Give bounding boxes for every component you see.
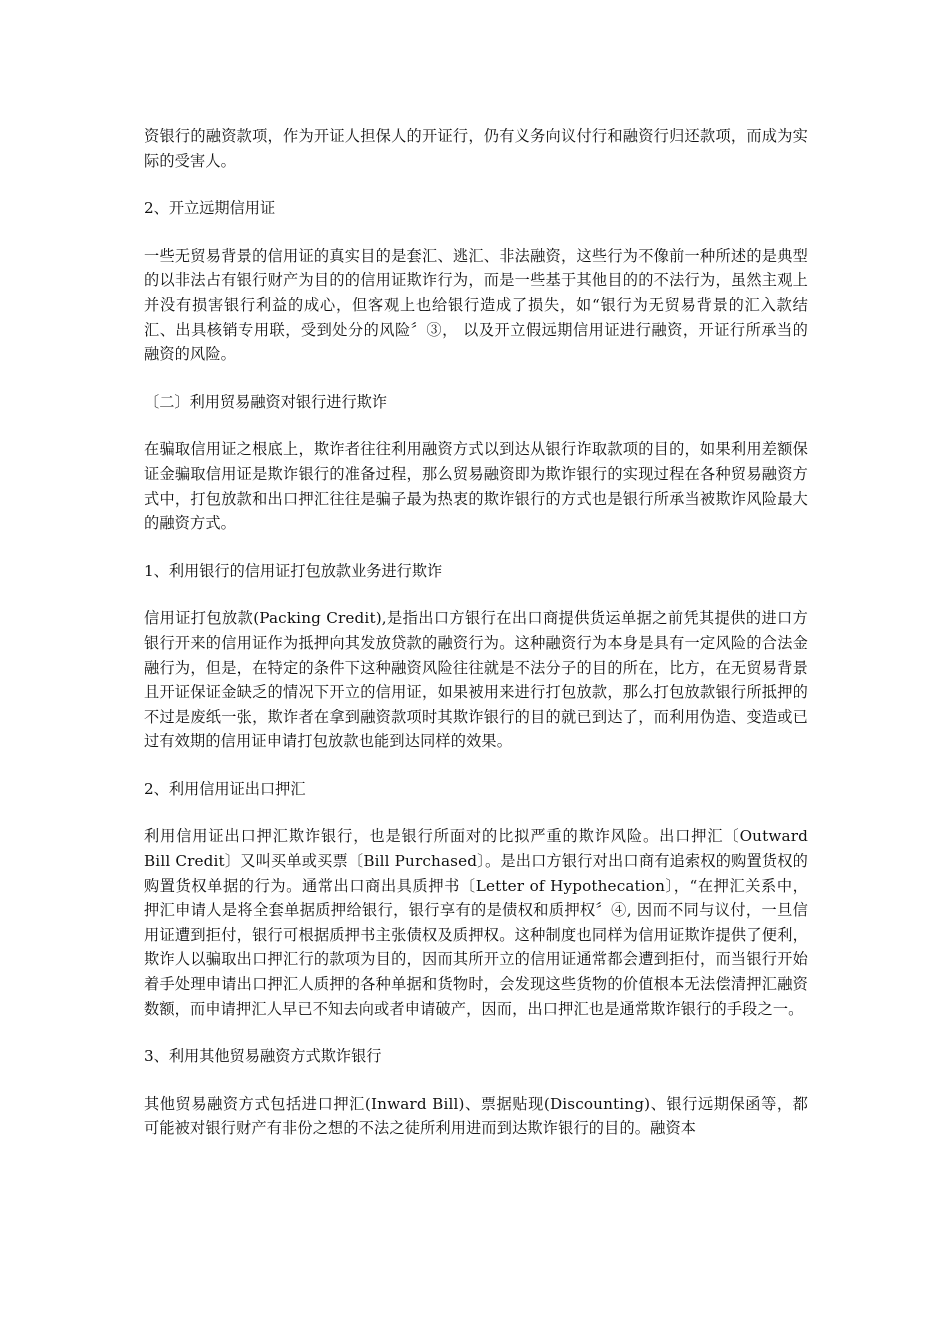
paragraph-forward-lc: 一些无贸易背景的信用证的真实目的是套汇、逃汇、非法融资，这些行为不像前一种所述的是典型的以非法占有银行财产为目的的信用证欺诈行为，而是一些基于其他目的的不法行为，虽然主观上并没有损害银行利益的成心，但客观上也给银行造成了损失，如“银行为无贸易背景的汇入款结汇、出具核销专用联，受到处分的风险〞③， 以及开立假远期信用证进行融资，开证行所承当的融资的风险。 xyxy=(144,246,808,364)
heading-other-finance: 3、利用其他贸易融资方式欺诈银行 xyxy=(144,1047,382,1066)
heading-export-bill: 2、利用信用证出口押汇 xyxy=(144,779,306,798)
document-page xyxy=(144,124,808,1164)
paragraph-victim-note: 资银行的融资款项，作为开证人担保人的开证行，仍有义务向议付行和融资行归还款项，而成为实际的受害人。 xyxy=(144,127,808,170)
paragraph-packing-credit: 信用证打包放款(Packing Credit),是指出口方银行在出口商提供货运单据之前凭其提供的进口方银行开来的信用证作为抵押向其发放贷款的融资行为。这种融资行为本身是具有一定风险的合法金融行为，但是，在特定的条件下这种融资风险往往就是不法分子的目的所在，比方，在无贸易背景且开证保证金缺乏的情况下开立的信用证，如果被用来进行打包放款，那么打包放款银行所抵押的不过是废纸一张，欺诈者在拿到融资款项时其欺诈银行的目的就已到达了，而利用伪造、变造或已过有效期的信用证申请打包放款也能到达同样的效果。 xyxy=(144,609,808,751)
paragraph-other-finance: 其他贸易融资方式包括进口押汇(Inward Bill)、票据贴现(Discounting)、银行远期保函等，都可能被对银行财产有非份之想的不法之徒所利用进而到达欺诈银行的目的。融资本 xyxy=(144,1094,808,1138)
heading-packing-credit: 1、利用银行的信用证打包放款业务进行欺诈 xyxy=(144,561,443,580)
paragraph-export-bill: 利用信用证出口押汇欺诈银行，也是银行所面对的比拟严重的欺诈风险。出口押汇〔Outward Bill Credit〕又叫买单或买票〔Bill Purchased〕。是出口方银行对出口商有追索权的购置货权的购置货权单据的行为。通常出口商出具质押书〔Letter of Hypothecation〕，“在押汇关系中，押汇申请人是将全套单据质押给银行，银行享有的是债权和质押权〞④, 因而不同与议付，一旦信用证遭到拒付，银行可根据质押书主张债权及质押权。这种制度也同样为信用证欺诈提供了便利，欺诈人以骗取出口押汇行的款项为目的，因而其所开立的信用证通常都会遭到拒付，而当银行开始着手处理申请出口押汇人质押的各种单据和货物时，会发现这些货物的价值根本无法偿清押汇融资数额，而申请押汇人早已不知去向或者申请破产，因而，出口押汇也是通常欺诈银行的手段之一。 xyxy=(144,827,808,1018)
heading-trade-finance-fraud: 〔二〕利用贸易融资对银行进行欺诈 xyxy=(144,392,387,411)
paragraph-trade-finance-fraud: 在骗取信用证之根底上，欺诈者往往利用融资方式以到达从银行诈取款项的目的，如果利用差额保证金骗取信用证是欺诈银行的准备过程，那么贸易融资即为欺诈银行的实现过程在各种贸易融资方式中，打包放款和出口押汇往往是骗子最为热衷的欺诈银行的方式也是银行所承当被欺诈风险最大的融资方式。 xyxy=(144,440,808,533)
heading-forward-lc: 2、开立远期信用证 xyxy=(144,199,276,218)
